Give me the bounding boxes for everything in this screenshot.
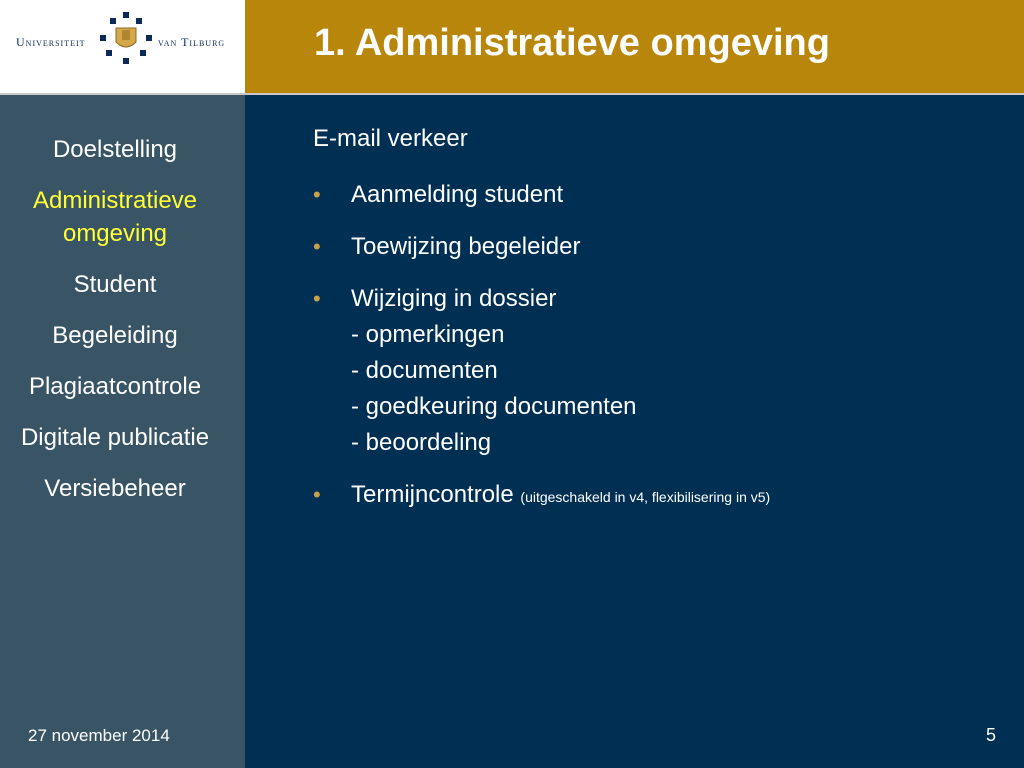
sub-item: - documenten — [351, 357, 498, 384]
bullet-item — [313, 177, 1003, 213]
slide-title: 1. Administratieve omgeving — [314, 22, 830, 64]
bullet-item — [313, 281, 1003, 461]
logo-text-right: van Tilburg — [158, 35, 226, 49]
main-content — [313, 125, 1003, 531]
bullet-icon: • — [313, 234, 321, 259]
sidebar-item-begeleiding[interactable]: Begeleiding — [52, 322, 178, 349]
bullet-note: (uitgeschakeld in v4, flexibilisering in v5) — [520, 489, 771, 505]
bullet-text: Aanmelding student — [351, 181, 564, 208]
bullet-icon: • — [313, 286, 321, 311]
sub-item: - goedkeuring documenten — [351, 393, 637, 420]
sub-item: - opmerkingen — [351, 321, 505, 348]
sidebar-item-versiebeheer[interactable]: Versiebeheer — [44, 475, 186, 502]
logo-text-left: Universiteit — [16, 35, 86, 49]
title-bar — [245, 0, 1024, 93]
bullet-text: Termijncontrole — [351, 481, 514, 508]
bullet-item — [313, 477, 1003, 515]
sidebar-item-student[interactable]: Student — [73, 271, 157, 298]
sidebar — [0, 95, 245, 768]
bullet-item — [313, 229, 1003, 265]
bullet-icon: • — [313, 182, 321, 207]
bullet-text: Toewijzing begeleider — [351, 233, 581, 260]
sidebar-nav — [0, 133, 230, 523]
sidebar-item-doelstelling[interactable]: Doelstelling — [52, 136, 178, 163]
university-seal-icon — [100, 12, 152, 64]
university-logo — [0, 0, 245, 93]
bullet-icon: • — [313, 482, 321, 507]
footer-date: 27 november 2014 — [28, 726, 170, 745]
sidebar-item-administratieve-omgeving[interactable]: Administratieve omgeving — [32, 187, 198, 247]
page-number: 5 — [985, 725, 996, 745]
sidebar-item-plagiaatcontrole[interactable]: Plagiaatcontrole — [28, 373, 202, 400]
bullet-list — [313, 177, 1003, 515]
bullet-text: Wijziging in dossier — [351, 285, 557, 312]
intro-heading: E-mail verkeer — [313, 125, 468, 152]
sidebar-item-digitale-publicatie[interactable]: Digitale publicatie — [20, 424, 210, 451]
sub-item: - beoordeling — [351, 429, 492, 456]
